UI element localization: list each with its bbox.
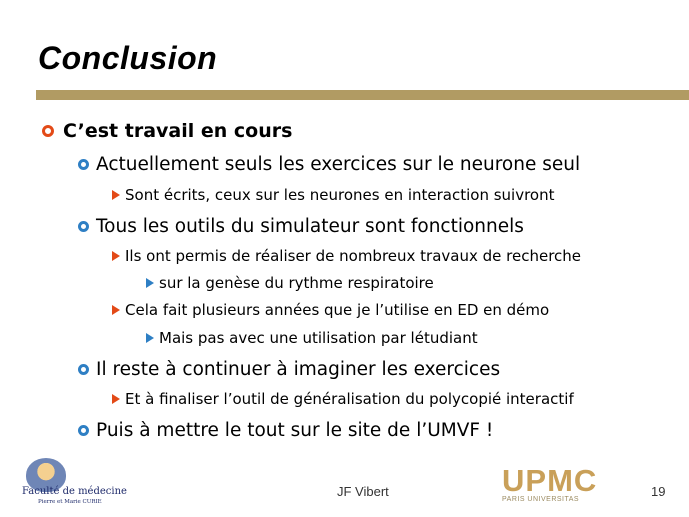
bullet-text: C’est travail en cours: [63, 120, 293, 142]
bullet-level3: [112, 301, 549, 319]
bullet-level3: [112, 247, 581, 265]
bullet-text: Mais pas avec une utilisation par létudiant: [159, 329, 478, 347]
circle-bullet-icon: [78, 221, 89, 232]
bullet-level4: [146, 329, 478, 347]
triangle-bullet-icon: [112, 394, 120, 404]
triangle-bullet-icon: [146, 278, 154, 288]
bullet-text: Il reste à continuer à imaginer les exercices: [96, 359, 501, 380]
bullet-level2: [78, 420, 493, 441]
bullet-text: sur la genèse du rythme respiratoire: [159, 274, 434, 292]
triangle-bullet-icon: [112, 251, 120, 261]
bullet-level2: [78, 216, 524, 237]
upmc-logo-subtext: PARIS UNIVERSITAS: [502, 496, 580, 503]
triangle-bullet-icon: [146, 333, 154, 343]
page-number: 19: [651, 484, 666, 499]
triangle-bullet-icon: [112, 305, 120, 315]
bullet-level2: [78, 154, 580, 175]
upmc-logo-text: UPMC: [502, 463, 598, 498]
faculty-logo-text: Faculté de médecine: [22, 486, 127, 497]
bullet-level4: [146, 274, 434, 292]
bullet-text: Cela fait plusieurs années que je l’utilise en ED en démo: [125, 301, 550, 319]
circle-bullet-icon: [78, 159, 89, 170]
bullet-text: Et à finaliser l’outil de généralisation du polycopié interactif: [125, 390, 574, 408]
bullet-text: Sont écrits, ceux sur les neurones en interaction suivront: [125, 186, 555, 204]
title-underline-bar: [36, 90, 689, 100]
circle-bullet-icon: [78, 364, 89, 375]
upmc-logo: [502, 463, 598, 503]
footer-author: JF Vibert: [337, 484, 389, 499]
bullet-level3: [112, 390, 574, 408]
bullet-text: Puis à mettre le tout sur le site de l’UMVF !: [96, 420, 494, 441]
slide-title: Conclusion: [38, 40, 218, 76]
bullet-text: Actuellement seuls les exercices sur le neurone seul: [96, 154, 581, 175]
bullet-text: Tous les outils du simulateur sont fonctionnels: [96, 216, 524, 237]
circle-bullet-icon: [42, 125, 54, 137]
bullet-level3: [112, 186, 555, 204]
faculty-logo: [20, 458, 130, 508]
faculty-logo-subtext: Pierre et Marie CURIE: [38, 499, 102, 505]
bullet-level1: [42, 120, 292, 142]
circle-bullet-icon: [78, 425, 89, 436]
triangle-bullet-icon: [112, 190, 120, 200]
bullet-text: Ils ont permis de réaliser de nombreux travaux de recherche: [125, 247, 582, 265]
bullet-level2: [78, 359, 500, 380]
